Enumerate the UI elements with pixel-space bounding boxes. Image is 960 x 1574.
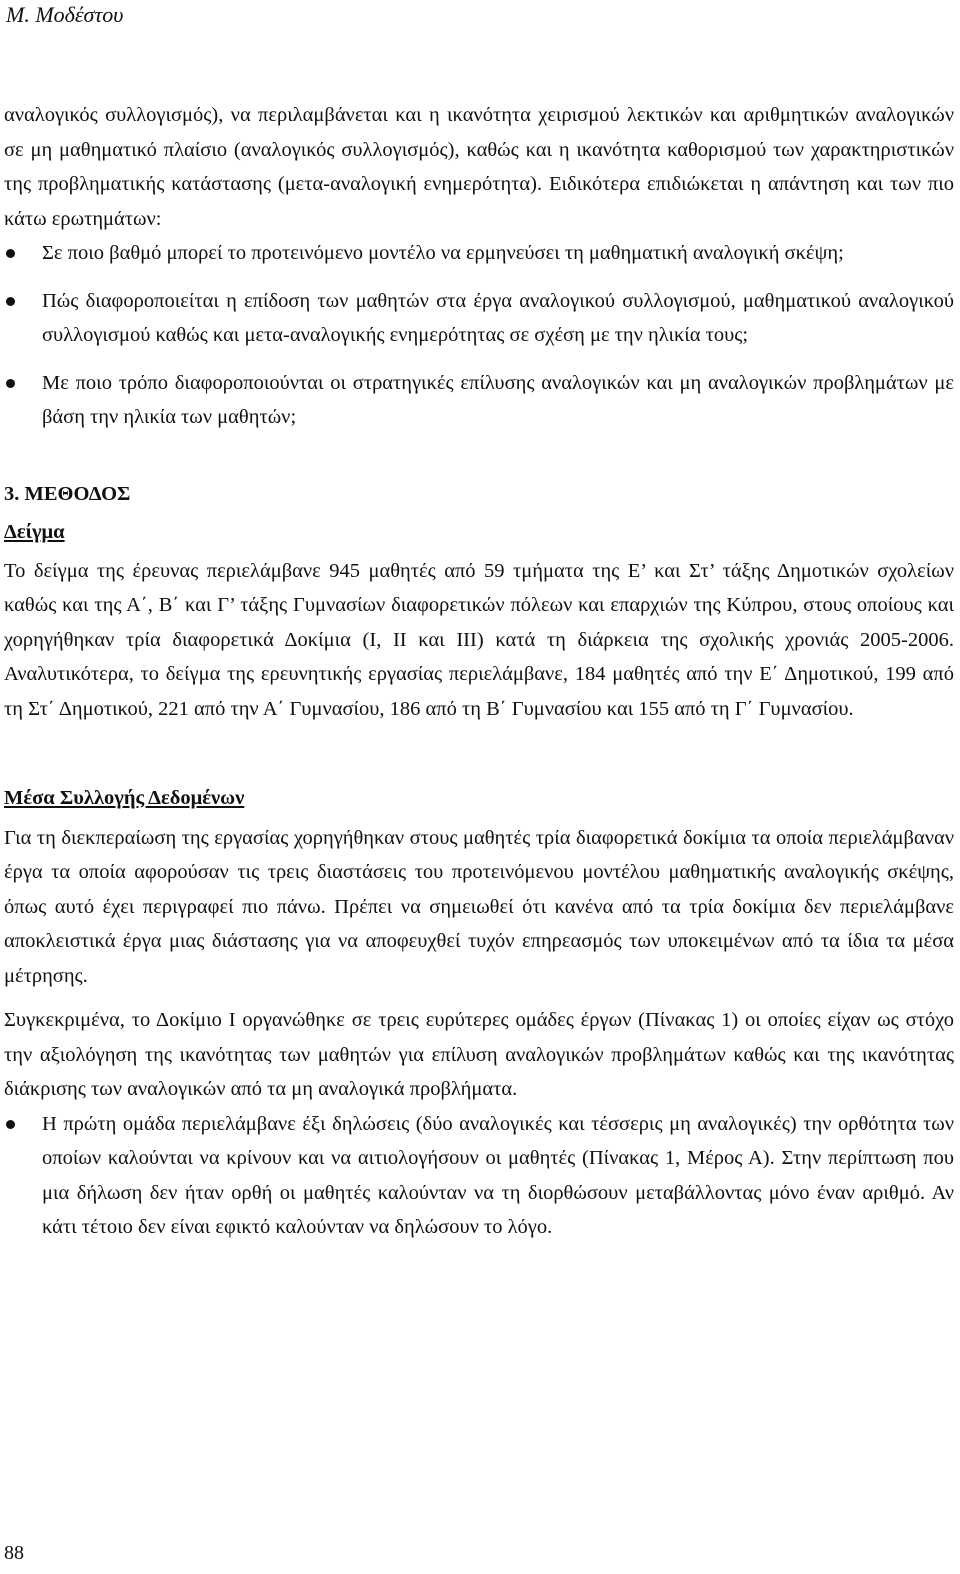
subheading-sample: Δείγμα: [4, 521, 65, 543]
research-question: Πώς διαφοροποιείται η επίδοση των μαθητών στα έργα αναλογικού συλλογισμού, μαθηματικού αναλογικού συλλογισμού καθώς και μετα-αναλογικής ενημερότητας σε σχέση με την ηλικία τους;: [4, 284, 954, 353]
research-question: Με ποιο τρόπο διαφοροποιούνται οι στρατηγικές επίλυσης αναλογικών και μη αναλογικών προβλημάτων με βάση την ηλικία των μαθητών;: [4, 366, 954, 435]
test-one-paragraph: Συγκεκριμένα, το Δοκίμιο Ι οργανώθηκε σε τρεις ευρύτερες ομάδες έργων (Πίνακας 1) οι οποίες είχαν ως στόχο την αξιολόγηση της ικανότητας των μαθητών για επίλυση αναλογικών προβλημάτων καθώς και της ικανότητας διάκρισης των αναλογικών από τα μη αναλογικά προβλήματα.: [4, 1009, 954, 1100]
subheading-data-collection: Μέσα Συλλογής Δεδομένων: [4, 787, 245, 809]
section-heading-method: 3. ΜΕΘΟΔΟΣ: [4, 482, 131, 505]
task-groups-list: [4, 1107, 954, 1245]
data-collection-paragraph: Για τη διεκπεραίωση της εργασίας χορηγήθηκαν στους μαθητές τρία διαφορετικά δοκίμια τα οποία περιελάμβαναν έργα τα οποία αφορούσαν τις τρεις διαστάσεις του προτεινόμενου μοντέλου μαθηματικής αναλογικής σκέψης, όπως αυτό έχει περιγραφεί πιο πάνω. Πρέπει να σημειωθεί ότι κανένα από τα τρία δοκίμια δεν περιελάμβανε αποκλειστικά έργα μιας διάστασης για να αποφευχθεί τυχόν επηρεασμός των υποκειμένων από τα ίδια τα μέσα μέτρησης.: [4, 826, 954, 987]
intro-paragraph: αναλογικός συλλογισμός), να περιλαμβάνεται και η ικανότητα χειρισμού λεκτικών και αριθμητικών αναλογικών σε μη μαθηματικό πλαίσιο (αναλογικός συλλογισμός), καθώς και η ικανότητα καθορισμού των χαρακτηριστικών της προβληματικής κατάστασης (μετα-αναλογική ενημερότητα). Ειδικότερα επιδιώκεται η απάντηση και των πιο κάτω ερωτημάτων:: [4, 104, 954, 230]
running-header: Μ. Μοδέστου: [6, 2, 124, 27]
sample-paragraph: Το δείγμα της έρευνας περιελάμβανε 945 μαθητές από 59 τμήματα της Ε’ και Στ’ τάξης Δημοτικών σχολείων καθώς και της Α΄, Β΄ και Γ’ τάξης Γυμνασίων διαφορετικών πόλεων και επαρχιών της Κύπρου, στους οποίους και χορηγήθηκαν τρία διαφορετικά Δοκίμια (Ι, ΙΙ και ΙΙΙ) κατά τη διάρκεια της σχολικής χρονιάς 2005-2006. Αναλυτικότερα, το δείγμα της ερευνητικής εργασίας περιελάμβανε, 184 μαθητές από την Ε΄ Δημοτικού, 199 από τη Στ΄ Δημοτικού, 221 από την Α΄ Γυμνασίου, 186 από τη Β΄ Γυμνασίου και 155 από τη Γ΄ Γυμνασίου.: [4, 559, 954, 720]
task-group-item: Η πρώτη ομάδα περιελάμβανε έξι δηλώσεις (δύο αναλογικές και τέσσερις μη αναλογικές) την ορθότητα των οποίων καλούνται να κρίνουν και να αιτιολογήσουν οι μαθητές (Πίνακας 1, Μέρος Α). Στην περίπτωση που μια δήλωση δεν ήταν ορθή οι μαθητές καλούνταν να τη διορθώσουν μεταβάλλοντας μόνο έναν αριθμό. Αν κάτι τέτοιο δεν είναι εφικτό καλούνταν να δηλώσουν το λόγο.: [4, 1107, 954, 1245]
document-body: [4, 98, 954, 1245]
page-number: 88: [4, 1542, 24, 1564]
research-question: Σε ποιο βαθμό μπορεί το προτεινόμενο μοντέλο να ερμηνεύσει τη μαθηματική αναλογική σκέψη;: [4, 236, 954, 271]
research-questions-list: [4, 236, 954, 435]
